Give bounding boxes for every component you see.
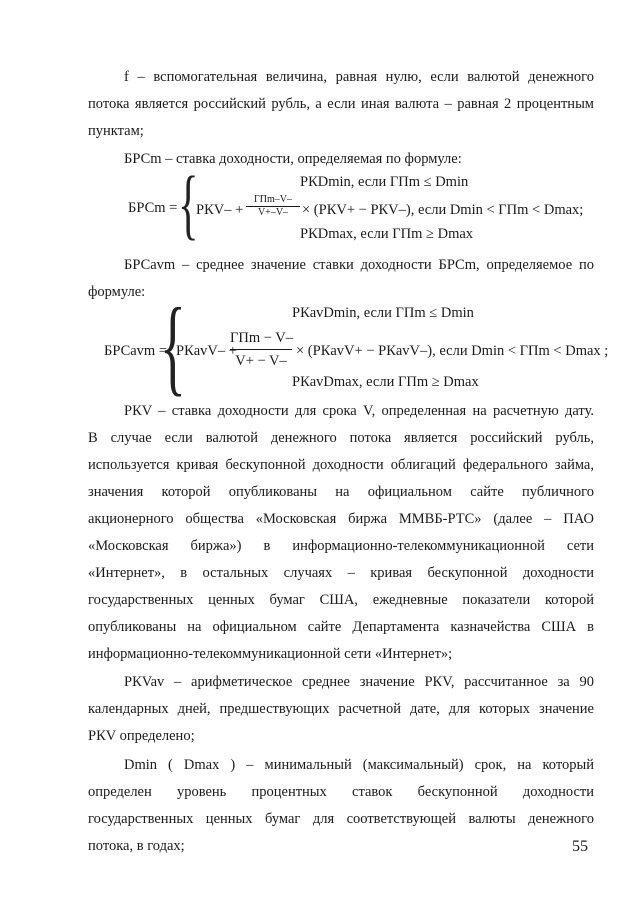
formula1-case1: РКDmin, если ГПm ≤ Dmin xyxy=(300,174,469,190)
formula1-case3: РКDmax, если ГПm ≥ Dmax xyxy=(300,226,474,242)
formula1-frac-num: ГПm–V– xyxy=(246,194,300,207)
formula1-case2-end: × (РКV+ − РКV–), если Dmin < ГПm < Dmax; xyxy=(302,202,584,218)
formula1-lhs: БРСm = xyxy=(128,200,178,216)
para5-line: календарных дней, предшествующих расчетной дате, для которых значение xyxy=(88,701,594,717)
formula2-case3: РКavDmax, если ГПm ≥ Dmax xyxy=(292,374,479,390)
para4-line: акционерного общества «Московская биржа ММВБ-РТС» (далее – ПАО xyxy=(88,511,594,527)
page-number: 55 xyxy=(572,838,588,855)
formula1-case2-start: РКV– + xyxy=(196,202,244,218)
para4-line: государственных ценных бумаг США, ежедневные показатели которой xyxy=(88,592,594,608)
formula2-case2-end: × (РКavV+ − РКavV–), если Dmin < ГПm < Dmax ; xyxy=(296,343,609,359)
formula2-lhs: БРСavm = xyxy=(104,343,168,359)
formula2-frac-num: ГПm − V– xyxy=(230,327,292,350)
para2: БРСm – ставка доходности, определяемая по формуле: xyxy=(124,151,462,167)
para1-line1: f – вспомогательная величина, равная нулю, если валютой денежного xyxy=(124,69,594,85)
para6-line: потока, в годах; xyxy=(88,838,185,854)
para6-line: государственных ценных бумаг для соответствующей валюты денежного xyxy=(88,811,594,827)
para4-line: информационно-телекоммуникационной сети «Интернет»; xyxy=(88,646,453,662)
para4-line: «Московская биржа») в информационно-телекоммуникационной сети xyxy=(88,538,594,554)
para3-line1: БРСavm – среднее значение ставки доходности БРСm, определяемое по xyxy=(124,257,594,273)
formula1-fraction xyxy=(246,194,300,219)
para4-line: «Интернет», в остальных случаях – кривая бескупонной доходности xyxy=(88,565,594,581)
para4-line: значения которой опубликованы на официальном сайте публичного xyxy=(88,484,594,500)
formula2-frac-den: V+ − V– xyxy=(235,353,287,369)
formula2-fraction xyxy=(230,327,292,372)
para1-line3: пунктам; xyxy=(88,123,144,139)
para4-line: В случае если валютой денежного потока является российский рубль, xyxy=(88,430,594,446)
para4-line: опубликованы на официальном сайте Департамента казначейства США в xyxy=(88,619,594,635)
formula1-brace: { xyxy=(178,160,199,247)
formula2-case1: РКavDmin, если ГПm ≤ Dmin xyxy=(292,305,474,321)
para5-line: РКVav – арифметическое среднее значение РКV, рассчитанное за 90 xyxy=(124,674,594,690)
formula1-frac-den: V+–V– xyxy=(257,207,289,218)
para1-line2: потока является российский рубль, а если иная валюта – равная 2 процентным xyxy=(88,96,594,112)
para4-line: РКV – ставка доходности для срока V, определенная на расчетную дату. xyxy=(124,403,594,419)
formula2-brace: { xyxy=(160,287,186,406)
para6-line: Dmin ( Dmax ) – минимальный (максимальный) срок, на который xyxy=(124,757,594,773)
para6-line: определен уровень процентных ставок бескупонной доходности xyxy=(88,784,594,800)
para3-line2: формуле: xyxy=(88,284,146,300)
formula2-case2-start: РКavV– + xyxy=(176,343,237,359)
para5-line: РКV определено; xyxy=(88,728,195,744)
para4-line: используется кривая бескупонной доходности облигаций федерального займа, xyxy=(88,457,594,473)
